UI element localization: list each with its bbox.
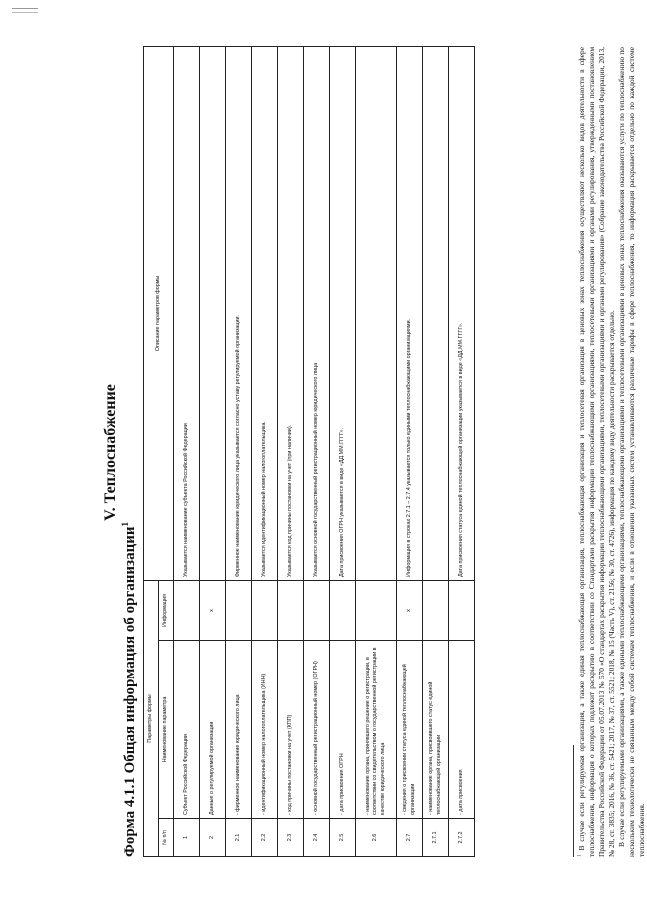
row-description: Информация в строках 2.7.1 – 2.7.4 указывается только едиными теплоснабжающими организациями. — [397, 46, 423, 580]
row-number: 2.6 — [356, 819, 397, 857]
row-number: 2.1 — [226, 819, 252, 857]
row-info — [174, 580, 200, 640]
row-info — [226, 580, 252, 640]
row-number: 2.3 — [278, 819, 304, 857]
row-number: 2.4 — [304, 819, 330, 857]
row-number: 1 — [174, 819, 200, 857]
row-number: 2.2 — [252, 819, 278, 857]
section-title: V. Теплоснабжение — [102, 384, 119, 521]
parameters-table — [143, 46, 475, 857]
row-description: Указывается идентификационный номер налогоплательщика. — [252, 46, 278, 580]
row-info — [449, 580, 475, 640]
row-number: 2.7.1 — [423, 819, 449, 857]
table-row — [423, 46, 449, 856]
footnote-marker: 1 — [577, 854, 583, 857]
row-name: - дата присвоения — [449, 641, 475, 819]
row-name: - код причины постановки на учет (КПП) — [278, 641, 304, 819]
col-header-number: № п/п — [159, 819, 174, 857]
table-row — [278, 46, 304, 856]
row-info — [330, 580, 356, 640]
table-row — [397, 46, 423, 856]
table-row — [304, 46, 330, 856]
row-info — [252, 580, 278, 640]
row-name: Субъект Российской Федерации — [174, 641, 200, 819]
row-info — [423, 580, 449, 640]
row-description: Указывается основной государственный регистрационный номер юридического лица — [304, 46, 330, 580]
row-info — [304, 580, 330, 640]
row-number: 2.7.2 — [449, 819, 475, 857]
row-name: - дата присвоения ОГРН — [330, 641, 356, 819]
footnote-rule — [573, 745, 574, 857]
row-name: - наименование органа, присвоившего статус единой теплоснабжающей организации — [423, 641, 449, 819]
row-description: Указывается код причины постановки на учет (при наличии). — [278, 46, 304, 580]
group-header: Параметры формы — [144, 580, 159, 856]
footnote-text-2: В случае если регулируемыми организациями, а также едиными теплоснабжающими организациями, теплоснабжающими организациями и теплосетевыми организациями в ценовых зонах теплоснабжения оказываются услуги по теплоснабжению по нескольким технологически не связанным между собой системам теплоснабжения, и если в отношении указанных систем устанавливаются различные тарифы в сфере теплоснабжения, то информация раскрывается отдельно по каждой системе теплоснабжения. — [616, 47, 646, 857]
row-description — [200, 46, 226, 580]
row-number: 2 — [200, 819, 226, 857]
form-title — [120, 522, 139, 857]
col-header-description: Описание параметров формы — [144, 46, 174, 580]
table-row — [356, 46, 397, 856]
row-description — [356, 46, 397, 580]
footnote — [577, 47, 647, 857]
row-number: 2.7 — [397, 819, 423, 857]
col-header-info: Информация — [159, 580, 174, 640]
row-description: Указывается наименование субъекта Российской Федерации — [174, 46, 200, 580]
row-name: - сведения о присвоении статуса единой теплоснабжающей организации — [397, 641, 423, 819]
table-row — [449, 46, 475, 856]
row-info: x — [200, 580, 226, 640]
table-row — [330, 46, 356, 856]
form-title-text: Форма 4.1.1 Общая информация об организации — [122, 526, 138, 857]
table-row — [174, 46, 200, 856]
footnote-text-1: В случае если регулируемая организация, а также единая теплоснабжающая организация, теплоснабжающая организация и теплосетевая организация в ценовых зонах теплоснабжения осуществляют несколько видов деятельности в сфере теплоснабжения, информация о которых подлежит раскрытию в соответствии со Стандартами раскрытия информации теплоснабжающими организациями, теплосетевыми организациями и органами регулирования, утвержденными постановлением Правительства Российской Федерации от 05.07.2013 № 570 «О стандартах раскрытия информации теплоснабжающими организациями, теплосетевыми организациями и органами регулирования» (Собрание законодательства Российской Федерации, 2013, № 28, ст. 3835; 2016, № 36, ст. 5421; 2017, № 37, ст. 5521; 2018, № 15 (Часть V), ст. 2156; № 30, ст. 4726), информация по каждому виду деятельности раскрывается отдельно. — [577, 47, 616, 857]
row-description: Дата присвоения статуса единой теплоснабжающей организации указывается в виде «ДД.ММ.ГГГГ». — [449, 46, 475, 580]
row-description — [423, 46, 449, 580]
row-name: - фирменное наименование юридического лица — [226, 641, 252, 819]
form-title-footnote-marker: 1 — [120, 522, 130, 527]
row-description: Фирменное наименование юридического лица указывается согласно уставу регулируемой организации. — [226, 46, 252, 580]
row-info — [356, 580, 397, 640]
footnote-paragraph-1 — [577, 47, 617, 857]
table-row — [200, 46, 226, 856]
footnote-paragraph-2 — [617, 47, 647, 857]
table-row — [226, 46, 252, 856]
row-name: - наименование органа, принявшего решение о регистрации, в соответствии со свидетельством о государственной регистрации в качестве юридического лица — [356, 641, 397, 819]
row-description: Дата присвоения ОГРН указывается в виде «ДД.ММ.ГГГГ». — [330, 46, 356, 580]
col-header-name: Наименование параметра — [159, 641, 174, 819]
row-number: 2.5 — [330, 819, 356, 857]
row-name: - идентификационный номер налогоплательщика (ИНН) — [252, 641, 278, 819]
row-info: x — [397, 580, 423, 640]
rotated-page — [10, 10, 646, 895]
row-name: - основной государственный регистрационный номер (ОГРН) — [304, 641, 330, 819]
row-name: Данные о регулируемой организации — [200, 641, 226, 819]
row-info — [278, 580, 304, 640]
table-row — [252, 46, 278, 856]
